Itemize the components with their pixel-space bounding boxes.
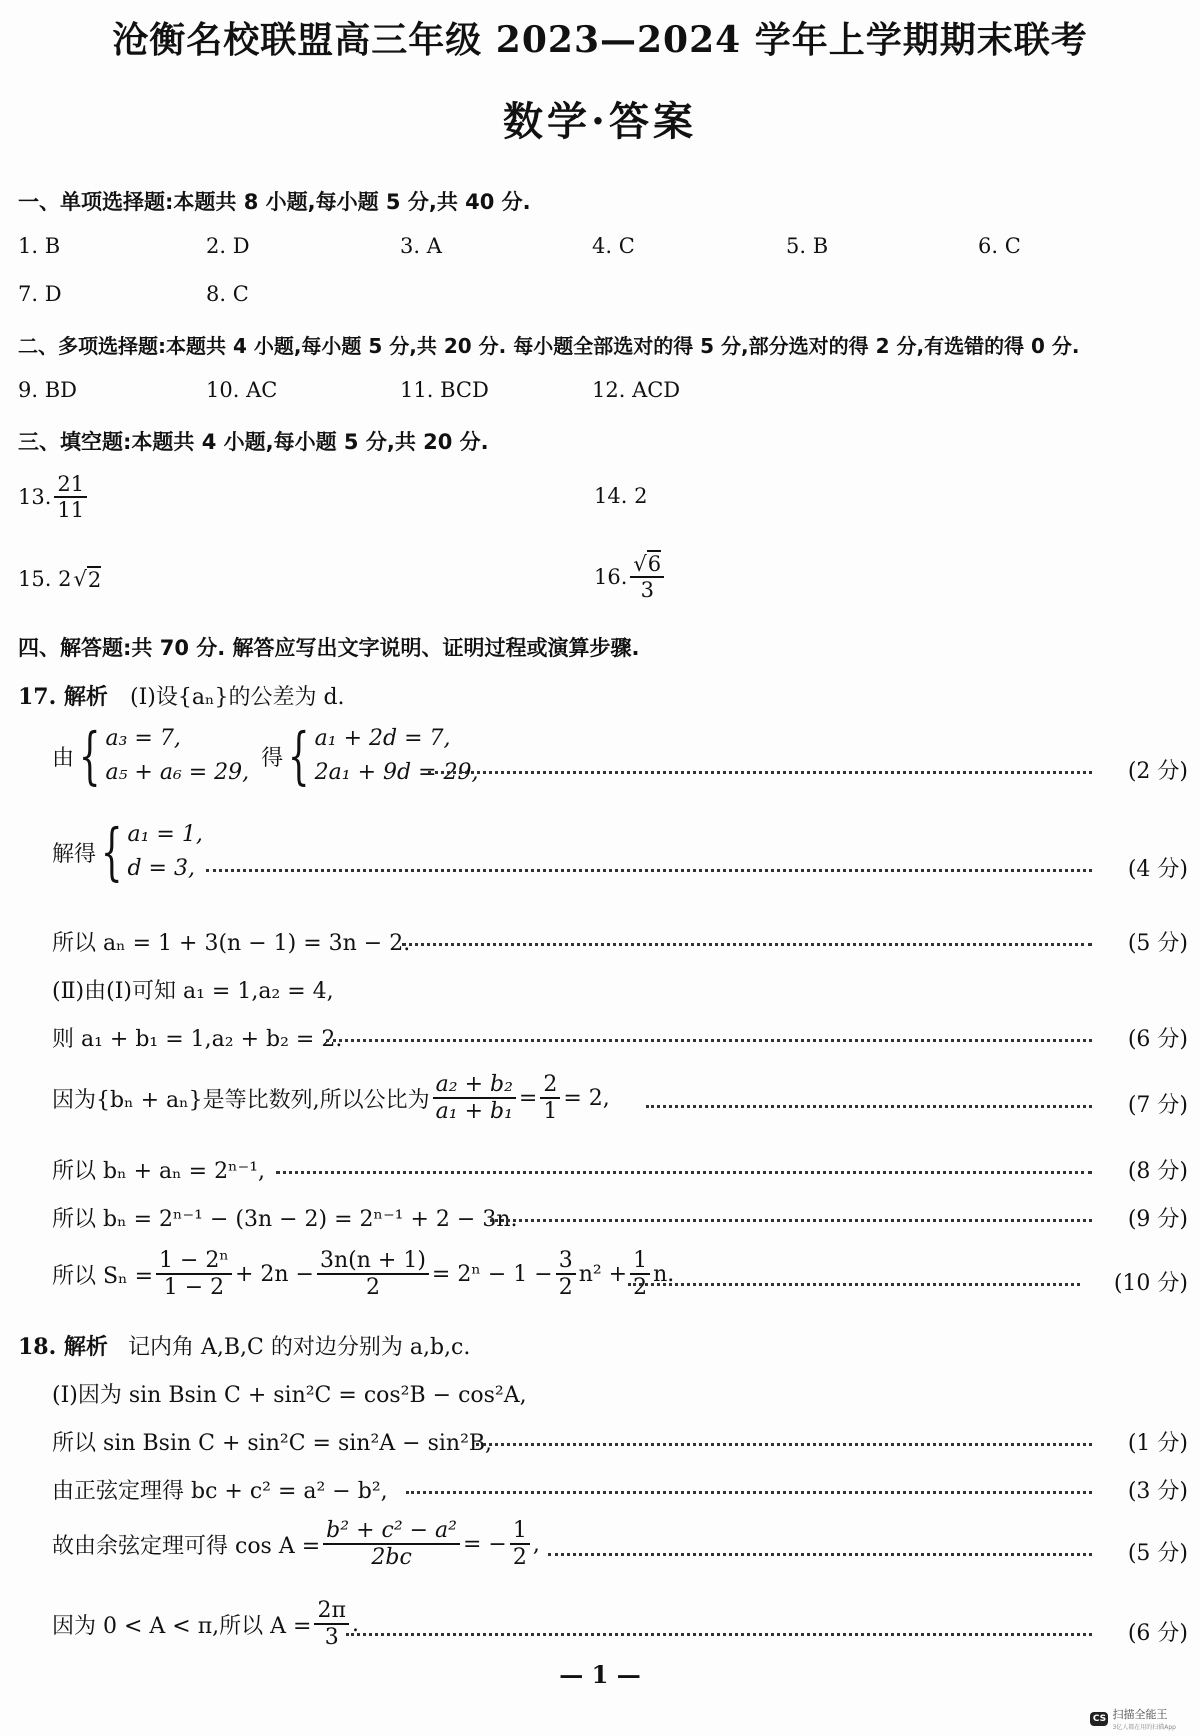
answer-item: 11. BCD <box>400 378 489 402</box>
fraction <box>54 472 87 522</box>
fraction-denominator: 2 <box>558 1275 573 1301</box>
fraction-numerator: 2π <box>314 1598 348 1625</box>
sqrt-radicand: 2 <box>87 568 102 592</box>
equation: d = 3, <box>127 856 195 882</box>
answer-item: 2. D <box>206 234 250 258</box>
fraction-numerator: a₂ + b₂ <box>433 1072 516 1099</box>
answer-label: 13. <box>18 485 52 510</box>
fraction <box>433 1072 516 1125</box>
fraction <box>323 1518 460 1571</box>
score-label: (8 分) <box>1127 1159 1188 1184</box>
watermark-subtext: 3亿人都在用的扫描App <box>1112 1724 1176 1731</box>
text: = − <box>463 1531 507 1557</box>
sqrt-symbol: √ <box>633 552 647 576</box>
page-number: — 1 — <box>559 1660 641 1689</box>
fraction-denominator: 2 <box>512 1545 527 1571</box>
dotted-leader <box>402 943 1092 946</box>
text-de: 得 <box>261 745 284 771</box>
fraction-numerator: 3 <box>556 1248 576 1275</box>
answer-item: 7. D <box>18 282 62 306</box>
fraction-numerator: 21 <box>54 472 87 498</box>
dotted-leader <box>628 1283 1080 1286</box>
fraction-denominator: 3 <box>324 1625 339 1651</box>
page-subtitle: 数学·答案 <box>503 98 697 145</box>
fraction-numerator: 1 − 2ⁿ <box>156 1248 232 1275</box>
equation: a₁ = 1, <box>127 822 203 847</box>
fraction-numerator: 3n(n + 1) <box>317 1248 429 1275</box>
score-label: (3 分) <box>1127 1479 1188 1504</box>
equation-system <box>127 818 202 886</box>
fraction <box>540 1072 560 1125</box>
text: + 2n − <box>234 1261 314 1287</box>
answer-item: 12. ACD <box>592 378 681 402</box>
q17-line-ratio <box>52 1072 610 1125</box>
fraction-denominator: 2 <box>365 1275 380 1301</box>
fraction <box>630 552 664 602</box>
fraction-denominator: 11 <box>57 498 85 523</box>
section-heading-fill-blank: 三、填空题:本题共 4 小题,每小题 5 分,共 20 分. <box>18 430 489 454</box>
dotted-leader <box>276 1171 1092 1174</box>
equation: a₃ = 7, <box>105 726 181 751</box>
section-heading-multi-choice: 二、多项选择题:本题共 4 小题,每小题 5 分,共 20 分. 每小题全部选对的得 5 分,部分选对的得 2 分,有选错的得 0 分. <box>18 334 1080 358</box>
fraction-denominator: 1 − 2 <box>163 1275 225 1301</box>
text: 所以 Sₙ = <box>52 1263 154 1289</box>
answer-item: 9. BD <box>18 378 77 402</box>
left-brace: { <box>288 719 310 793</box>
page-title: 沧衡名校联盟高三年级 2023—2024 学年上学期期末联考 <box>112 19 1088 61</box>
equation-system <box>105 722 249 790</box>
answer-item: 8. C <box>206 282 249 306</box>
answer-item: 4. C <box>592 234 635 258</box>
q17-system-line <box>52 719 479 793</box>
fraction-denominator: 2bc <box>371 1545 412 1571</box>
fraction-numerator <box>630 552 664 578</box>
left-brace: { <box>100 815 123 889</box>
equation: a₅ + a₆ = 29, <box>105 760 250 786</box>
fraction <box>630 1248 650 1301</box>
answer-label: 15. 2 <box>18 567 72 591</box>
sqrt-radicand: 6 <box>647 552 662 576</box>
q18-line-3: 由正弦定理得 bc + c² = a² − b², <box>52 1479 388 1504</box>
fraction-numerator: 2 <box>540 1072 560 1099</box>
answer-item: 6. C <box>978 234 1021 258</box>
question-label-17: 17. 解析 <box>18 684 108 710</box>
watermark-text: 扫描全能王 <box>1112 1708 1168 1721</box>
q18-line-1: (Ⅰ)因为 sin Bsin C + sin²C = cos²B − cos²A, <box>52 1383 527 1408</box>
question-label-18: 18. 解析 <box>18 1334 108 1360</box>
fraction-denominator: 3 <box>640 578 654 603</box>
q17-line-bn-an: 所以 bₙ + aₙ = 2ⁿ⁻¹, <box>52 1159 266 1184</box>
equation: a₁ + 2d = 7, <box>314 726 451 751</box>
text: . <box>351 1611 359 1637</box>
dotted-leader <box>490 1219 1092 1222</box>
text: , <box>532 1531 540 1557</box>
dotted-leader <box>548 1553 1092 1556</box>
q18-line-2: 所以 sin Bsin C + sin²C = sin²A − sin²B, <box>52 1431 493 1456</box>
q18-line-4 <box>52 1518 540 1571</box>
text: = 2, <box>563 1085 610 1111</box>
answer-item: 3. A <box>400 234 442 258</box>
fraction <box>317 1248 429 1301</box>
text: n² + <box>578 1261 628 1287</box>
score-label: (6 分) <box>1127 1621 1188 1646</box>
fraction <box>156 1248 232 1301</box>
fraction-numerator: 1 <box>630 1248 650 1275</box>
q17-line-sn <box>52 1248 674 1301</box>
text-you: 由 <box>52 745 75 771</box>
q18-line-5 <box>52 1598 359 1651</box>
dotted-leader <box>206 869 1092 872</box>
left-brace: { <box>78 719 101 793</box>
answer-item-13 <box>18 472 90 522</box>
score-label: (2 分) <box>1127 759 1188 784</box>
q17-intro: (Ⅰ)设{aₙ}的公差为 d. <box>130 685 345 710</box>
text: 因为{bₙ + aₙ}是等比数列,所以公比为 <box>52 1087 430 1113</box>
score-label: (5 分) <box>1127 1541 1188 1566</box>
equation: 2a₁ + 9d = 29, <box>314 760 479 786</box>
fraction-denominator: 2 <box>633 1275 648 1301</box>
score-label: (4 分) <box>1127 857 1188 882</box>
q17-part2-intro: (Ⅱ)由(Ⅰ)可知 a₁ = 1,a₂ = 4, <box>52 979 334 1004</box>
answer-item: 1. B <box>18 234 61 258</box>
dotted-leader <box>406 1491 1092 1494</box>
answer-item-15 <box>18 566 101 592</box>
score-label: (10 分) <box>1113 1271 1188 1296</box>
text: n. <box>653 1261 675 1287</box>
camscanner-logo-icon: CS <box>1090 1712 1108 1726</box>
q17-line-an: 所以 aₙ = 1 + 3(n − 1) = 3n − 2. <box>52 931 411 956</box>
answer-item: 5. B <box>786 234 829 258</box>
answer-item-14: 14. 2 <box>594 484 648 508</box>
fraction-denominator: 1 <box>543 1099 558 1125</box>
watermark-text-group <box>1112 1706 1176 1731</box>
section-heading-single-choice: 一、单项选择题:本题共 8 小题,每小题 5 分,共 40 分. <box>18 190 531 214</box>
text-jiede: 解得 <box>52 841 97 867</box>
score-label: (5 分) <box>1127 931 1188 956</box>
dotted-leader <box>428 771 1092 774</box>
text: 故由余弦定理可得 cos A = <box>52 1533 321 1559</box>
q17-line-sums: 则 a₁ + b₁ = 1,a₂ + b₂ = 2. <box>52 1027 343 1052</box>
fraction <box>510 1518 530 1571</box>
fraction-numerator: b² + c² − a² <box>323 1518 460 1545</box>
fraction <box>556 1248 576 1301</box>
sqrt-symbol: √ <box>73 567 87 591</box>
score-label: (9 分) <box>1127 1207 1188 1232</box>
fraction <box>314 1598 348 1651</box>
dotted-leader <box>326 1039 1092 1042</box>
text: = <box>518 1085 538 1111</box>
text: 因为 0 < A < π,所以 A = <box>52 1613 312 1639</box>
score-label: (6 分) <box>1127 1027 1188 1052</box>
dotted-leader <box>646 1105 1092 1108</box>
scanner-watermark <box>1090 1706 1176 1731</box>
q17-solve-line <box>52 815 203 889</box>
section-heading-solutions: 四、解答题:共 70 分. 解答应写出文字说明、证明过程或演算步骤. <box>18 636 640 660</box>
q18-intro: 记内角 A,B,C 的对边分别为 a,b,c. <box>128 1335 471 1360</box>
dotted-leader <box>476 1443 1092 1446</box>
answer-label: 16. <box>594 565 628 590</box>
score-label: (7 分) <box>1127 1093 1188 1118</box>
answer-item-16 <box>594 552 667 602</box>
dotted-leader <box>346 1633 1092 1636</box>
fraction-numerator: 1 <box>510 1518 530 1545</box>
q17-line-bn: 所以 bₙ = 2ⁿ⁻¹ − (3n − 2) = 2ⁿ⁻¹ + 2 − 3n. <box>52 1207 518 1232</box>
score-label: (1 分) <box>1127 1431 1188 1456</box>
equation-system <box>315 722 479 790</box>
fraction-denominator: a₁ + b₁ <box>435 1099 513 1125</box>
answer-item: 10. AC <box>206 378 278 402</box>
text: = 2ⁿ − 1 − <box>431 1261 553 1287</box>
